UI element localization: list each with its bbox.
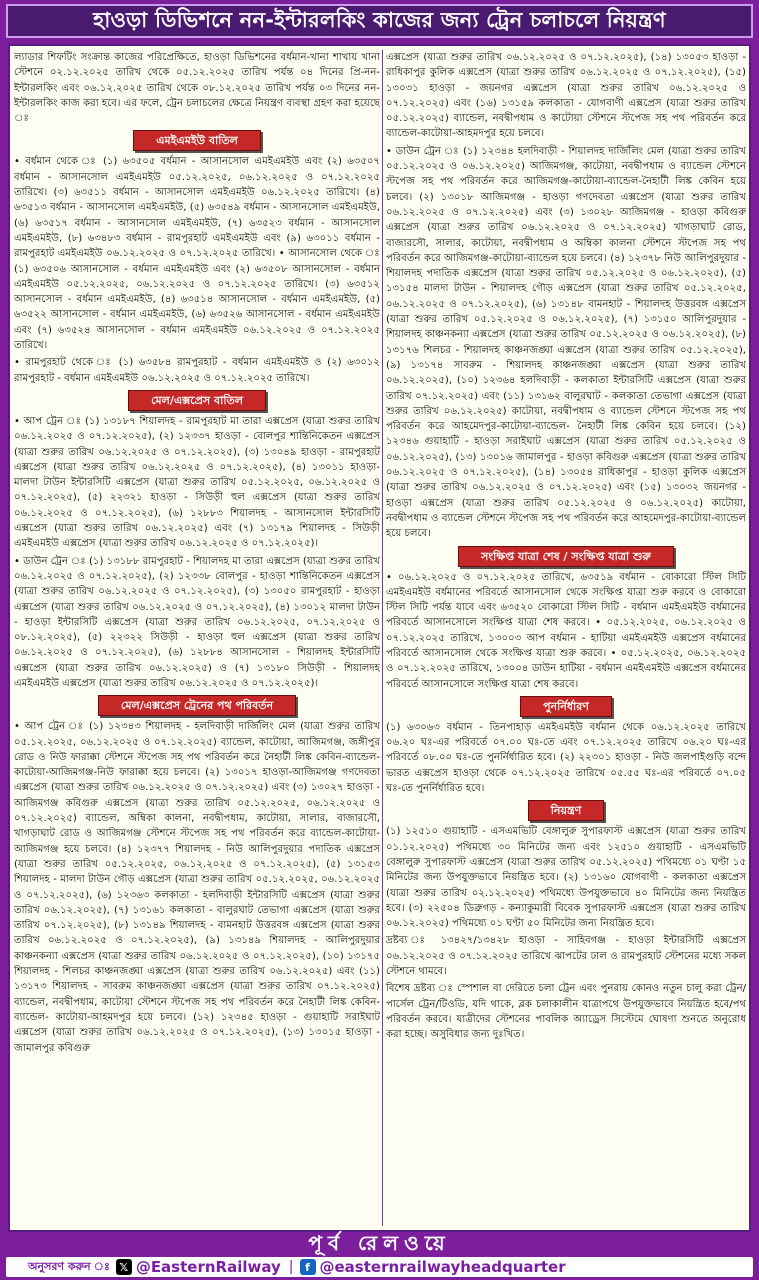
express-cancel-down: • ডাউন ট্রেন ঃ (১) ১৩১৮৮ রামপুরহাট - শিয়ালদহ মা তারা এক্সপ্রেস (যাত্রা শুরুর তারিখ ০৬.১২.২০২৫ ও ০৭.১২.২০২৫), (২) ১২৩৩৮ বোলপুর - হাওড়া শান্তিনিকেতন এক্সপ্রেস (যাত্রা শুরুর তারিখ ০৬.১২.২০২৫ ও ০৭.১২.২০২৫), (৩) ১৩০৫০ রামপুরহাট - হাওড়া এক্সপ্রেস (যাত্রা শুরুর তারিখ ০৬.১২.২০২৫ ও ০৭.১২.২০২৫), (৪) ১৩০১২ মালদা টাউন - হাওড়া ইন্টারসিটি এক্সপ্রেস (যাত্রা শুরুর তারিখ ০৬.১২.২০২৫, ০৭.১২.২০২৫ ও ০৮.১২.২০২৫), (৫) ২২৩২২ সিউড়ী - হাওড়া হুল এক্সপ্রেস (যাত্রা শুরুর তারিখ ০৬.১২.২০২৫ ও ০৭.১২.২০২৫), (৬) ১২৮৮৪ আসানসোল - শিয়ালদহ ইন্টারসিটি এক্সপ্রেস (যাত্রা শুরুর তারিখ ০৬.১২.২০২৫) ও (৭) ১৩১৮০ সিউড়ী - শিয়ালদহ এমইএমইউ এক্সপ্রেস (যাত্রা শুরুর তারিখ ০৬.১২.২০২৫ ও ০৭.১২.২০২৫)। bbox=[14, 555, 380, 689]
x-icon: 𝕏 bbox=[116, 1259, 132, 1275]
section-regulation-tag: নিয়ন্ত্রণ bbox=[528, 800, 604, 821]
short-termination-text: • ০৬.১২.২০২৫ ও ০৭.১২.২০২৫ তারিখে, ৬৩৫১৯ বর্ধমান - বোকারো স্টিল সিটি এমইএমইউ বর্ধমানের পরিবর্তে আসানসোল থেকে সংক্ষিপ্ত যাত্রা শুরু করবে ও বোকারো স্টিল সিটি পর্যন্ত যাবে এবং ৬৩৫২০ বোকারো স্টিল সিটি - বর্ধমান এমইএমইউ বর্ধমানের পরিবর্তে আসানসোলে সংক্ষিপ্ত যাত্রা শেষ করবে। • ০৫.১২.২০২৫, ০৬.১২.২০২৫ ও ০৭.১২.২০২৫ তারিখে, ১৩০০৩ আপ বর্ধমান - হাটিয়া এমইএমইউ এক্সপ্রেস বর্ধমানের পরিবর্তে আসানসোল থেকে সংক্ষিপ্ত যাত্রা শুরু করবে। • ০৫.১২.২০২৫, ০৬.১২.২০২৫ ও ০৭.১২.২০২৫ তারিখে, ১৩০০৪ ডাউন হাটিয়া - বর্ধমান এমইএমইউ এক্সপ্রেস বর্ধমানের পরিবর্তে আসানসোলে সংক্ষিপ্ত যাত্রা শেষ করবে। bbox=[386, 571, 746, 690]
section-diversion-tag: মেল/এক্সপ্রেস ট্রেনের পথ পরিবর্তন bbox=[98, 695, 296, 716]
section-memu-cancel-tag: এমইএমইউ বাতিল bbox=[133, 130, 261, 151]
note-text: দ্রষ্টব্য ঃ ১৩৪২৭/১৩৪২৮ হাওড়া - সাহিবগঞ্জ - হাওড়া ইন্টারসিটি এক্সপ্রেস ০৬.১২.২০২৫ ও ০৭.১২.২০২৫ তারিখে ঝাপটের ঢাল ও রামপুরহাট স্টেশনের মধ্যে সকল স্টেশনে থামবে। bbox=[386, 935, 746, 978]
page-title: হাওড়া ডিভিশনে নন-ইন্টারলকিং কাজের জন্য ট্রেন চলাচলে নিয়ন্ত্রণ bbox=[93, 7, 666, 32]
column-divider bbox=[382, 50, 383, 1226]
section-reschedule-tag: পুনর্নির্ধারণ bbox=[520, 696, 612, 717]
regulation-text: (১) ১২৫১০ গুয়াহাটি - এসএমভিটি বেঙ্গালুরু সুপারফাস্ট এক্সপ্রেস (যাত্রা শুরুর তারিখ ০১.১২.২০২৫) পথিমধ্যে ৩০ মিনিটের জন্য এবং ১২৫১০ গুয়াহাটি - এসএমভিটি বেঙ্গালুরু সুপারফাস্ট এক্সপ্রেস (যাত্রা শুরুর তারিখ ০৫.১২.২০২৫) পথিমধ্যে ০১ ঘণ্টা ১৫ মিনিটের জন্য উপযুক্তভাবে নিয়ন্ত্রিত হবে। (২) ১৩১৬০ যোগবাণী - কলকাতা এক্সপ্রেস (যাত্রা শুরুর তারিখ ০২.১২.২০২৫) পথিমধ্যে উপযুক্তভাবে ৪০ মিনিটের জন্য নিয়ন্ত্রিত হবে। (৩) ২২৫০৪ ডিব্রুগড় - কন্যাকুমারী বিবেক সুপারফাস্ট এক্সপ্রেস (যাত্রা শুরুর তারিখ ০৬.১২.২০২৫) পথিমধ্যে ০১ ঘণ্টা ৫০ মিনিটের জন্য নিয়ন্ত্রিত হবে। bbox=[386, 826, 746, 930]
diversion-up-continued: এক্সপ্রেস (যাত্রা শুরুর তারিখ ০৬.১২.২০২৫ ও ০৭.১২.২০২৫), (১৪) ১৩০৫৩ হাওড়া - রাধিকাপুর কুলিক এক্সপ্রেস (যাত্রা শুরুর তারিখ ০৬.১২.২০২৫ ও ০৭.১২.২০২৫), (১৫) ১৩০৩১ হাওড়া - জয়নগর এক্সপ্রেস (যাত্রা শুরুর তারিখ ০৬.১২.২০২৫ ও ০৭.১২.২০২৫) এবং (১৬) ১৩১৫৯ কলকাতা - যোগবাণী এক্সপ্রেস (যাত্রা শুরুর তারিখ ০৫.১২.২০২৫) ব্যান্ডেল, নবদ্বীপধাম ও কাটোয়া স্টেশনে স্টপেজ সহ পথ পরিবর্তন করে ব্যান্ডেল-কাটোয়া-আহমদপুর হয়ে চলবে। bbox=[386, 52, 746, 140]
x-handle-link[interactable]: @EasternRailway bbox=[135, 1258, 281, 1276]
social-bar bbox=[6, 1257, 753, 1277]
intro-paragraph: ল্যাডার শিফটিং সংক্রান্ত কাজের পরিপ্রেক্ষিতে, হাওড়া ডিভিশনের বর্ধমান-খানা শাখায় খানা স্টেশনে ০২.১২.২০২৫ তারিখ থেকে ০৫.১২.২০২৫ তারিখ পর্যন্ত ০৪ দিনের প্রি-নন-ইন্টারলকিং এবং ০৬.১২.২০২৫ তারিখ থেকে ০৮.১২.২০২৫ তারিখ পর্যন্ত ০৩ দিনের নন-ইন্টারলকিং কাজ করা হবে। এর ফলে, ট্রেন চলাচলের ক্ষেত্রে নিয়ন্ত্রণ ব্যবস্থা গ্রহণ করা হয়েছে ঃ bbox=[14, 52, 380, 125]
left-column bbox=[14, 50, 380, 1226]
facebook-handle-link[interactable]: @easternrailwayheadquarter bbox=[319, 1258, 566, 1276]
reschedule-text: (১) ৬৩০৬৩ বর্ধমান - তিনপাহাড় এমইএমইউ বর্ধমান থেকে ০৬.১২.২০২৫ তারিখে ০৬.২০ ঘঃ-এর পরিবর্তে ০৭.০০ ঘঃ-তে এবং ০৭.১২.২০২৫ তারিখে ০৬.২০ ঘঃ-এর পরিবর্তে ০৮.০০ ঘঃ-তে পুনর্নির্ধারিত হবে। (২) ২২৩০১ হাওড়া - নিউ জলপাইগুড়ি বন্দে ভারত এক্সপ্রেস হাওড়া থেকে ০৭.১২.২০২৫ তারিখে ০৫.৫৫ ঘঃ-এর পরিবর্তে ০৭.০৫ ঘঃ-তে পুনর্নির্ধারিত হবে। bbox=[386, 721, 746, 795]
express-cancel-up: • আপ ট্রেন ঃ (১) ১৩১৮৭ শিয়ালদহ - রামপুরহাট মা তারা এক্সপ্রেস (যাত্রা শুরুর তারিখ ০৬.১২.২০২৫ ও ০৭.১২.২০২৫), (২) ১২৩৩৭ হাওড়া - বোলপুর শান্তিনিকেতন এক্সপ্রেস (যাত্রা শুরুর তারিখ ০৬.১২.২০২৫ ও ০৭.১২.২০২৫), (৩) ১৩০৪৯ হাওড়া - রামপুরহাট এক্সপ্রেস (যাত্রা শুরুর তারিখ ০৬.১২.২০২৫ ও ০৭.১২.২০২৫), (৪) ১৩০১১ হাওড়া-মালদা টাউন ইন্টারসিটি এক্সপ্রেস (যাত্রা শুরুর তারিখ ০৫.১২.২০২৫, ০৬.১২.২০২৫ ও ০৭.১২.২০২৫), (৫) ২২৩২১ হাওড়া - সিউড়ী হুল এক্সপ্রেস (যাত্রা শুরুর তারিখ ০৬.১২.২০২৫ ও ০৭.১২.২০২৫), (৬) ১২৮৮৩ শিয়ালদহ - আসানসোল ইন্টারসিটি এক্সপ্রেস (যাত্রা শুরুর তারিখ ০৬.১২.২০২৫) এবং (৭) ১৩১৭৯ শিয়ালদহ - সিউড়ী এমইএমইউ এক্সপ্রেস (যাত্রা শুরুর তারিখ ০৬.১২.২০২৫ ও ০৭.১২.২০২৫)। bbox=[14, 415, 380, 550]
section-short-termination-tag: সংক্ষিপ্ত যাত্রা শেষ / সংক্ষিপ্ত যাত্রা শুরু bbox=[458, 546, 674, 567]
diversion-up: • আপ ট্রেন ঃ (১) ১২৩৪৩ শিয়ালদহ - হলদিবাড়ী দার্জিলিং মেল (যাত্রা শুরুর তারিখ ০৫.১২.২০২৫, ০৬.১২.২০২৫ ও ০৭.১২.২০২৫) ব্যান্ডেল, কাটোয়া, আজিমগঞ্জ, জঙ্গীপুর রোড ও নিউ ফারাক্কা স্টেশনে স্টপেজ সহ পথ পরিবর্তন করে নৈহাটী লিঙ্ক কেবিন-ব্যান্ডেল-কাটোয়া-আজিমগঞ্জ-নিউ ফারাক্কা হয়ে চলবে। (২) ১৩০১৭ হাওড়া-আজিমগঞ্জ গণদেবতা এক্সপ্রেস (যাত্রা শুরুর তারিখ ০৬.১২.২০২৫ ও ০৭.১২.২০২৫) এবং (৩) ১৩০২৭ হাওড়া - আজিমগঞ্জ কবিগুরু এক্সপ্রেস (যাত্রা শুরুর তারিখ ০৫.১২.২০২৫, ০৬.১২.২০২৫ ও ০৭.১২.২০২৫) ব্যান্ডেল, অম্বিকা কালনা, নবদ্বীপধাম, কাটোয়া, সালার, বাজারসৌ, খাগড়াঘাট রোড ও আজিমগঞ্জ স্টেশনে স্টপেজ সহ পথ পরিবর্তন করে ব্যান্ডেল-কাটোয়া-আজিমগঞ্জ হয়ে চলবে। (৪) ১২৩৭৭ শিয়ালদহ - নিউ আলিপুরদুয়ার পদাতিক এক্সপ্রেস (যাত্রা শুরুর তারিখ ০৫.১২.২০২৫, ০৬.১২.২০২৫ ও ০৭.১২.২০২৫), (৫) ১৩১৫৩ শিয়ালদহ - মালদা টাউন গৌড় এক্সপ্রেস (যাত্রা শুরুর তারিখ ০৫.১২.২০২৫, ০৬.১২.২০২৫ ও ০৭.১২.২০২৫), (৬) ১২৩৬৩ কলকাতা - হলদিবাড়ী ইন্টারসিটি এক্সপ্রেস (যাত্রা শুরুর তারিখ ০৬.১২.২০২৫), (৭) ১৩১৬১ কলকাতা - বালুরঘাট তেভাগা এক্সপ্রেস (যাত্রা শুরুর তারিখ ০৭.১২.২০২৫), (৮) ১৩১৪৯ শিয়ালদহ - বামনহাট উত্তরবঙ্গ এক্সপ্রেস (যাত্রা শুরুর তারিখ ০৬.১২.২০২৫ ও ০৭.১২.২০২৫), (৯) ১৩১৪৯ শিয়ালদহ - আলিপুরদুয়ার কাঞ্চনকন্যা এক্সপ্রেস (যাত্রা শুরুর তারিখ ০৬.১২.২০২৫ ও ০৭.১২.২০২৫), (১০) ১৩১৭৫ শিয়ালদহ - শিলচর কাঞ্চনজঙ্ঘা এক্সপ্রেস (যাত্রা শুরুর তারিখ ০৬.১২.২০২৫) এবং (১১) ১৩১৭৩ শিয়ালদহ - সাবরুম কাঞ্চনজঙ্ঘা এক্সপ্রেস (যাত্রা শুরুর তারিখ ০৭.১২.২০২৫) ব্যান্ডেল, নবদ্বীপধাম, কাটোয়া স্টেশনে স্টপেজ সহ পথ পরিবর্তন করে নৈহাটী লিঙ্ক কেবিন-ব্যান্ডেল- কাটোয়া-আহমদপুর হয়ে চলবে। (১২) ১২৩৪৫ হাওড়া - গুয়াহাটি সরাইঘাট এক্সপ্রেস (যাত্রা শুরুর তারিখ ০৬.১২.২০২৫ ও ০৭.১২.২০২৫), (১৩) ১৩০১৫ হাওড়া - জামালপুর কবিগুরু bbox=[14, 721, 380, 1054]
title-banner bbox=[6, 4, 753, 38]
special-note-text: বিশেষ দ্রষ্টব্য ঃ স্পেশাল বা দেরিতে চলা ট্রেন এবং পুনরায় কোনও নতুন চালু করা ট্রেন/পার্সেল ট্রেন/টিওডি, যদি থাকে, ব্লক চলাকালীন যাত্রাপথে উপযুক্তভাবে নিয়ন্ত্রিত হবে/পথ পরিবর্তন করবে। যাত্রীদের স্টেশনের পাবলিক অ্যাড্রেস সিস্টেমে ঘোষণা শুনতে অনুরোধ করা হচ্ছে। অসুবিধার জন্য দুঃখিত। bbox=[386, 983, 746, 1041]
separator: | bbox=[288, 1259, 294, 1275]
facebook-icon: f bbox=[300, 1259, 316, 1275]
memu-from-rampurhat: • রামপুরহাট থেকে ঃ (১) ৬৩৫৮৪ রামপুরহাট - বর্ধমান এমইএমইউ ও (২) ৬৩০১২ রামপুরহাট - বর্ধমান এমইএমইউ ০৬.১২.২০২৫ ও ০৭.১২.২০২৫ তারিখে। bbox=[14, 357, 380, 384]
organization-name: পূর্ব রেলওয়ে bbox=[308, 1230, 451, 1255]
right-column bbox=[386, 50, 746, 1226]
diversion-down: • ডাউন ট্রেন ঃ (১) ১২৩৪৪ হলদিবাড়ী - শিয়ালদহ দার্জিলিং মেল (যাত্রা শুরুর তারিখ ০৫.১২.২০২৫ ও ০৬.১২.২০২৫) আজিমগঞ্জ, কাটোয়া, নবদ্বীপধাম ও ব্যান্ডেল স্টেশনে স্টপেজ সহ পথ পরিবর্তন করে আজিমগঞ্জ-কাটোয়া-ব্যান্ডেল-নৈহাটী লিঙ্ক কেবিন হয়ে চলবে। (২) ১৩০১৮ আজিমগঞ্জ - হাওড়া গণদেবতা এক্সপ্রেস (যাত্রা শুরুর তারিখ ০৬.১২.২০২৫ ও ০৭.১২.২০২৫) এবং (৩) ১৩০২৮ আজিমগঞ্জ - হাওড়া কবিগুরু এক্সপ্রেস (যাত্রা শুরুর তারিখ ০৬.১২.২০২৫ ও ০৭.১২.২০২৫) খাগড়াঘাট রোড, বাজারসৌ, সালার, কাটোয়া, নবদ্বীপধাম ও অম্বিকা কালনা স্টেশনে স্টপেজ সহ পথ পরিবর্তন করে আজিমগঞ্জ-কাটোয়া-ব্যান্ডেল হয়ে চলবে। (৪) ১২৩৭৮ নিউ আলিপুরদুয়ার - শিয়ালদহ পদাতিক এক্সপ্রেস (যাত্রা শুরুর তারিখ ০৫.১২.২০২৫ ও ০৬.১২.২০২৫), (৫) ১৩১৫৪ মালদা টাউন - শিয়ালদহ গৌড় এক্সপ্রেস (যাত্রা শুরুর তারিখ ০৫.১২.২০২৫, ০৬.১২.২০২৫ ও ০৭.১২.২০২৫), (৬) ১৩১৪৮ বামনহাট - শিয়ালদহ উত্তরবঙ্গ এক্সপ্রেস (যাত্রা শুরুর তারিখ ০৫.১২.২০২৫ ও ০৬.১২.২০২৫), (৭) ১৩১৫০ আলিপুরদুয়ার - শিয়ালদহ কাঞ্চনকন্যা এক্সপ্রেস (যাত্রা শুরুর তারিখ ০৫.১২.২০২৫ ও ০৬.১২.২০২৫), (৮) ১৩১৭৬ শিলচর - শিয়ালদহ কাঞ্চনজঙ্ঘা এক্সপ্রেস (যাত্রা শুরুর তারিখ ০৫.১২.২০২৫), (৯) ১৩১৭৪ সাবরুম - শিয়ালদহ কাঞ্চনজঙ্ঘা এক্সপ্রেস (যাত্রা শুরুর তারিখ ০৬.১২.২০২৫), (১০) ১২৩৬৪ হলদিবাড়ী - কলকাতা ইন্টারসিটি এক্সপ্রেস (যাত্রা শুরুর তারিখ ০৭.১২.২০২৫) এবং (১১) ১৩১৬২ বালুরঘাট - কলকাতা তেভাগা এক্সপ্রেস (যাত্রা শুরুর তারিখ ০৬.১২.২০২৫) কাটোয়া, নবদ্বীপধাম ও ব্যান্ডেল স্টেশনে স্টপেজ সহ পথ পরিবর্তন করে আহমেদপুর-কাটোয়া-ব্যান্ডেল- নৈহাটী লিঙ্ক কেবিন হয়ে চলবে। (১২) ১২৩৪৬ গুয়াহাটি - হাওড়া সরাইঘাট এক্সপ্রেস (যাত্রা শুরুর তারিখ ০৫.১২.২০২৫ ও ০৬.১২.২০২৫), (১৩) ১৩০১৬ জামালপুর - হাওড়া কবিগুরু এক্সপ্রেস (যাত্রা শুরুর তারিখ ০৬.১২.২০২৫ ও ০৭.১২.২০২৫), (১৪) ১৩০৫৪ রাধিকাপুর - হাওড়া কুলিক এক্সপ্রেস (যাত্রা শুরুর তারিখ ০৬.১২.২০২৫ ও ০৭.১২.২০২৫) এবং (১৫) ১৩০৩২ জয়নগর - হাওড়া এক্সপ্রেস (যাত্রা শুরুর তারিখ ০৫.১২.২০২৫ ও ০৬.১২.২০২৫) কাটোয়া, নবদ্বীপধাম ও ব্যান্ডেল স্টেশনে স্টপেজ সহ পথ পরিবর্তন করে আহমেদপুর-কাটোয়া-ব্যান্ডেল হয়ে চলবে। bbox=[386, 145, 746, 540]
notice-sheet bbox=[8, 44, 751, 1232]
follow-label: অনুসরণ করুন ঃ bbox=[28, 1259, 110, 1273]
section-express-cancel-tag: মেল/এক্সপ্রেস বাতিল bbox=[128, 390, 266, 411]
memu-from-burdwan-asansol: • বর্ধমান থেকে ঃ (১) ৬৩৫০৫ বর্ধমান - আসানসোল এমইএমইউ এবং (২) ৬৩৫০৭ বর্ধমান - আসানসোল এমইএমইউ ০৫.১২.২০২৫, ০৬.১২.২০২৫ ও ০৭.১২.২০২৫ তারিখে। (৩) ৬৩৫১১ বর্ধমান - আসানসোল এমইএমইউ ০৬.১২.২০২৫ তারিখে। (৪) ৬৩৫১৩ বর্ধমান - আসানসোল এমইএমইউ, (৫) ৬৩৫৪৯ বর্ধমান - আসানসোল এমইএমইউ, (৬) ৬৩৫১৭ বর্ধমান - আসানসোল এমইএমইউ, (৭) ৬৩৫২৩ বর্ধমান - আসানসোল এমইএমইউ, (৮) ৬৩৪৮৩ বর্ধমান - রামপুরহাট এমইএমইউ এবং (৯) ৬৩০১১ বর্ধমান - রামপুরহাট এমইএমইউ ০৬.১২.২০২৫ ও ০৭.১২.২০২৫ তারিখে। • আসানসোল থেকে ঃ (১) ৬৩৫০৬ আসানসোল - বর্ধমান এমইএমইউ এবং (২) ৬৩৫০৮ আসানসোল - বর্ধমান এমইএমইউ ০৫.১২.২০২৫, ০৬.১২.২০২৫ ও ০৭.১২.২০২৫ তারিখে। (৩) ৬৩৫১২ আসানসোল - বর্ধমান এমইএমইউ, (৪) ৬৩৫১৪ আসানসোল - বর্ধমান এমইএমইউ, (৫) ৬৩৫২২ আসানসোল - বর্ধমান এমইএমইউ, (৬) ৬৩৫২৬ আসানসোল - বর্ধমান এমইএমইউ এবং (৭) ৬৩৫২৪ আসানসোল - বর্ধমান এমইএমইউ ০৬.১২.২০২৫ ও ০৭.১২.২০২৫ তারিখে। bbox=[14, 156, 380, 352]
